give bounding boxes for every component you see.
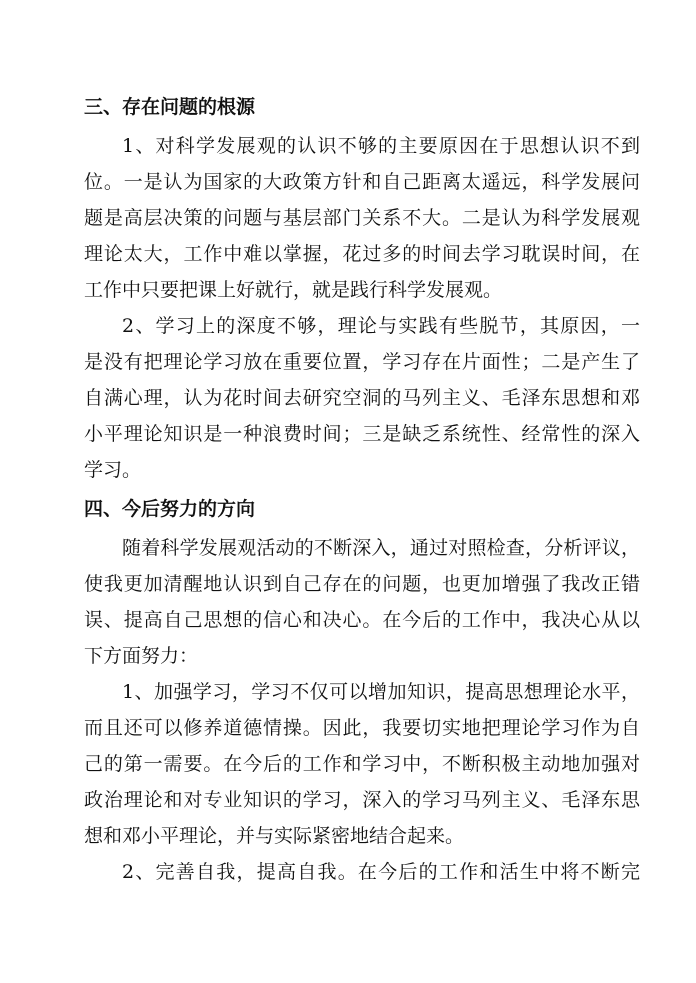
text-line: 小平理论知识是一种浪费时间；三是缺乏系统性、经常性的深入	[84, 423, 640, 445]
text-line: 己的第一需要。在今后的工作和学习中，不断积极主动地加强对	[84, 753, 640, 775]
section-heading-3: 三、存在问题的根源	[84, 96, 256, 118]
text-line: 而且还可以修养道德情操。因此，我要切实地把理论学习作为自	[84, 717, 640, 739]
text-line: 工作中只要把课上好就行，就是践行科学发展观。	[84, 279, 503, 301]
text-line: 下方面努力：	[84, 645, 199, 667]
text-line: 政治理论和对专业知识的学习，深入的学习马列主义、毛泽东思	[84, 789, 640, 811]
text-line: 2、学习上的深度不够，理论与实践有些脱节，其原因，一	[122, 315, 640, 337]
section3-paragraph-2	[84, 308, 640, 488]
text-line: 是没有把理论学习放在重要位置，学习存在片面性；二是产生了	[84, 351, 640, 373]
section3-paragraph-1	[84, 128, 640, 308]
text-line: 自满心理，认为花时间去研究空洞的马列主义、毛泽东思想和邓	[84, 387, 640, 409]
text-line: 2、完善自我，提高自我。在今后的工作和活生中将不断完	[122, 861, 640, 883]
text-line: 理论太大，工作中难以掌握，花过多的时间去学习耽误时间，在	[84, 243, 640, 265]
section4-paragraph-2	[84, 674, 640, 854]
text-line: 使我更加清醒地认识到自己存在的问题，也更加增强了我改正错	[84, 573, 640, 595]
text-line: 题是高层决策的问题与基层部门关系不大。二是认为科学发展观	[84, 207, 640, 229]
text-line: 1、加强学习，学习不仅可以增加知识，提高思想理论水平，	[122, 681, 640, 703]
text-line: 随着科学发展观活动的不断深入，通过对照检查，分析评议，	[122, 537, 640, 559]
section4-paragraph-1	[84, 530, 640, 674]
text-line: 误、提高自己思想的信心和决心。在今后的工作中，我决心从以	[84, 609, 640, 631]
text-line: 位。一是认为国家的大政策方针和自己距离太遥远，科学发展问	[84, 171, 640, 193]
section4-paragraph-3	[84, 854, 640, 890]
document-body	[84, 86, 640, 890]
text-line: 学习。	[84, 459, 142, 481]
section-heading-4: 四、今后努力的方向	[84, 498, 256, 520]
text-line: 1、对科学发展观的认识不够的主要原因在于思想认识不到	[122, 135, 640, 157]
text-line: 想和邓小平理论，并与实际紧密地结合起来。	[84, 825, 465, 847]
